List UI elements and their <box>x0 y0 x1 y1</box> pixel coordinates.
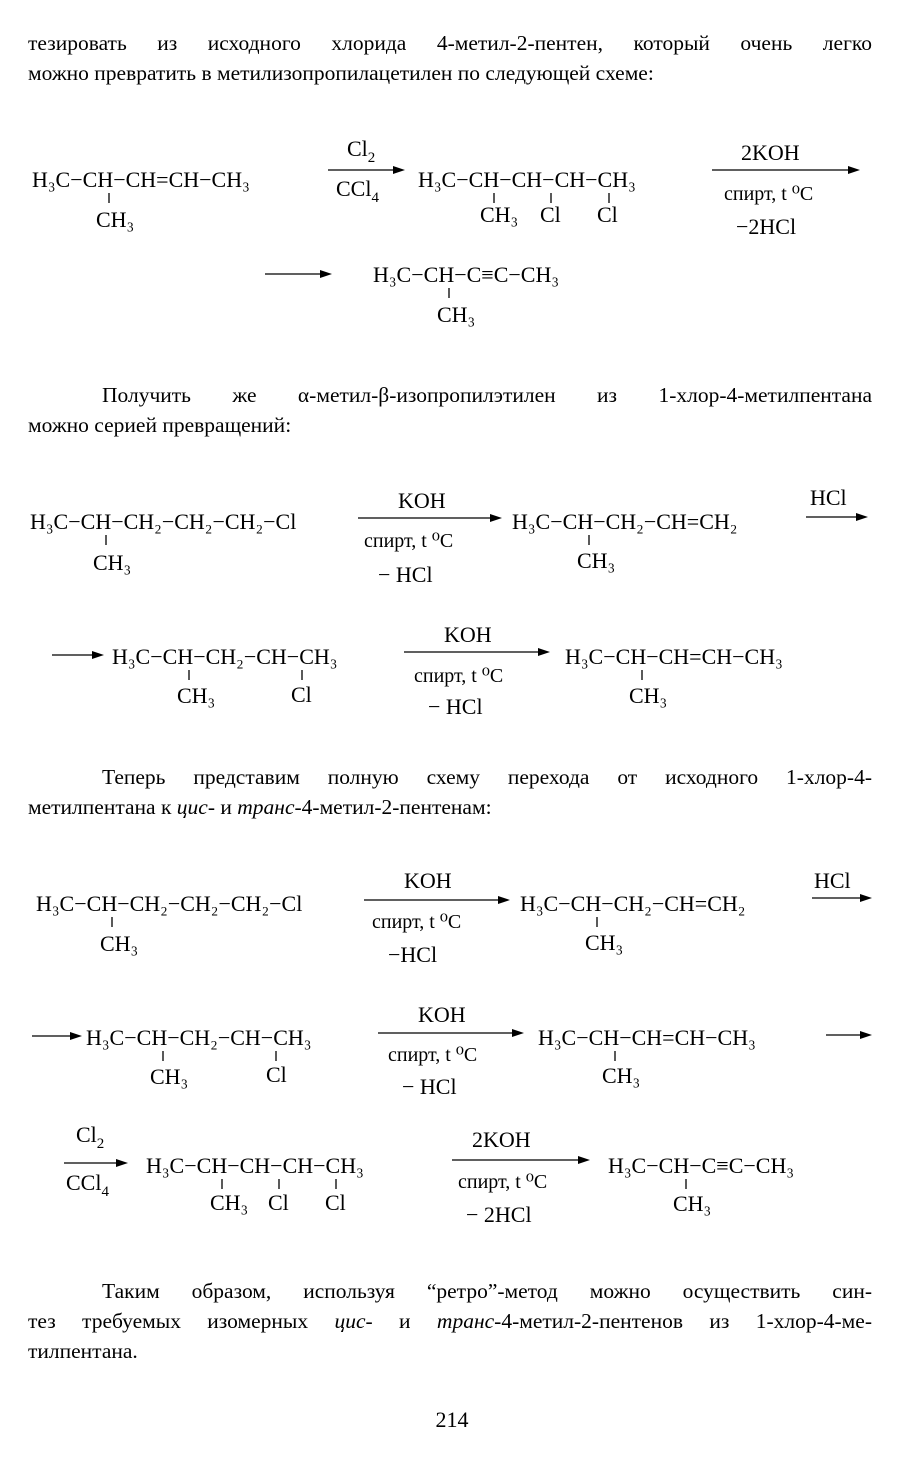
reagent-koh: KOH <box>444 622 492 647</box>
byproduct-hcl: − HCl <box>378 562 433 587</box>
substituent-ch3: CH₃ <box>673 1191 712 1216</box>
scheme-1-row-1 <box>32 136 860 239</box>
arrow-head <box>92 651 104 659</box>
formula-dichloride: H₃C−CH−CH−CH−CH₃ <box>146 1153 364 1178</box>
text-line: тез требуемых изомерных цис- и транс-4-метил-2-пентенов из 1-хлор-4-ме- <box>28 1309 872 1333</box>
arrow-head <box>512 1029 524 1037</box>
byproduct-2hcl: − 2HCl <box>466 1202 532 1227</box>
arrow-head <box>538 648 550 656</box>
scheme-2-row-1 <box>30 485 868 587</box>
substituent-cl: Cl <box>268 1190 289 1215</box>
substituent-ch3: CH₃ <box>150 1064 189 1089</box>
reaction-conditions: спирт, t ⁰C <box>372 911 462 933</box>
reaction-conditions: спирт, t ⁰C <box>388 1044 478 1066</box>
substituent-ch3: CH₃ <box>577 548 616 573</box>
arrow-head <box>490 514 502 522</box>
substituent-cl: Cl <box>266 1062 287 1087</box>
reagent-hcl: HCl <box>814 868 851 893</box>
substituent-ch3: CH₃ <box>629 683 668 708</box>
substituent-cl: Cl <box>291 682 312 707</box>
reagent-koh: KOH <box>398 488 446 513</box>
arrow-head <box>860 894 872 902</box>
scheme-1-row-2 <box>265 262 559 327</box>
substituent-cl: Cl <box>325 1190 346 1215</box>
scheme-3-row-1 <box>36 868 872 967</box>
reaction-conditions: спирт, t ⁰C <box>458 1171 548 1193</box>
substituent-ch3: CH₃ <box>480 202 519 227</box>
arrow-head <box>578 1156 590 1164</box>
scheme-3-row-3 <box>64 1122 794 1227</box>
substituent-ch3: CH₃ <box>177 683 216 708</box>
text-line: тилпентана. <box>28 1339 138 1363</box>
substituent-ch3: CH₃ <box>602 1063 641 1088</box>
byproduct-hcl: −HCl <box>388 942 438 967</box>
formula-chloropentane: H₃C−CH−CH₂−CH₂−CH₂−Cl <box>36 891 303 916</box>
arrow-head <box>498 896 510 904</box>
formula-alkyne: H₃C−CH−C≡C−CH₃ <box>373 262 560 287</box>
text-line: тезировать из исходного хлорида 4-метил-2-пентен, который очень легко <box>28 31 872 55</box>
formula-chloropentane: H₃C−CH−CH₂−CH₂−CH₂−Cl <box>30 509 297 534</box>
reaction-conditions: спирт, t ⁰C <box>724 183 814 205</box>
text-line: можно серией превращений: <box>28 413 292 437</box>
reagent-koh: KOH <box>418 1002 466 1027</box>
arrow-head <box>856 513 868 521</box>
scheme-2-row-2 <box>52 622 783 719</box>
reaction-conditions: спирт, t ⁰C <box>364 530 454 552</box>
byproduct-hcl: − HCl <box>402 1074 457 1099</box>
formula-methylpentene-2: H₃C−CH−CH=CH−CH₃ <box>565 644 783 669</box>
substituent-cl: Cl <box>540 202 561 227</box>
reagent-2koh: 2KOH <box>741 140 800 165</box>
reagent-hcl: HCl <box>810 485 847 510</box>
arrow-head <box>70 1032 82 1040</box>
formula-methylpentene-2: H₃C−CH−CH=CH−CH₃ <box>538 1025 756 1050</box>
arrow-head <box>320 270 332 278</box>
page-number: 214 <box>435 1407 469 1432</box>
byproduct-hcl: − HCl <box>428 694 483 719</box>
reagent-ccl4: CCl$_4$ <box>66 1170 109 1200</box>
formula-chloro-methylpentane: H₃C−CH−CH₂−CH−CH₃ <box>112 644 338 669</box>
substituent-ch3: CH₃ <box>93 550 132 575</box>
reaction-conditions: спирт, t ⁰C <box>414 665 504 687</box>
reagent-ccl4: CCl$_4$ <box>336 176 379 206</box>
formula-methylpentene: H₃C−CH−CH=CH−CH₃ <box>32 167 250 192</box>
text-line: метилпентана к цис- и транс-4-метил-2-пентенам: <box>28 795 492 819</box>
arrow-head <box>116 1159 128 1167</box>
substituent-cl: Cl <box>597 202 618 227</box>
arrow-head <box>848 166 860 174</box>
reagent-2koh: 2KOH <box>472 1127 531 1152</box>
substituent-ch3: CH₃ <box>585 930 624 955</box>
text-line: Получить же α-метил-β-изопропилэтилен из 1-хлор-4-метилпентана <box>102 383 872 407</box>
formula-chloro-methylpentane: H₃C−CH−CH₂−CH−CH₃ <box>86 1025 312 1050</box>
formula-alkyne: H₃C−CH−C≡C−CH₃ <box>608 1153 795 1178</box>
substituent-ch3: CH₃ <box>210 1190 249 1215</box>
formula-methylpentene-1: H₃C−CH−CH₂−CH=CH₂ <box>512 509 738 534</box>
text-line: можно превратить в метилизопропилацетилен по следующей схеме: <box>28 61 654 85</box>
substituent-ch3: CH₃ <box>100 931 139 956</box>
reagent-cl2: $Cl_2$ <box>76 1122 105 1152</box>
formula-dichloride: H₃C−CH−CH−CH−CH₃ <box>418 167 636 192</box>
arrow-head <box>393 166 405 174</box>
substituent-ch3: CH₃ <box>96 207 135 232</box>
reagent-cl2: $Cl_2$ <box>347 136 376 166</box>
arrow-head <box>860 1031 872 1039</box>
text-line: Таким образом, используя “ретро”-метод можно осуществить син- <box>102 1279 872 1303</box>
scheme-3-row-2 <box>32 1002 872 1099</box>
byproduct-2hcl: −2HCl <box>736 214 797 239</box>
text-line: Теперь представим полную схему перехода от исходного 1-хлор-4- <box>102 765 872 789</box>
reagent-koh: KOH <box>404 868 452 893</box>
substituent-ch3: CH₃ <box>437 302 476 327</box>
formula-methylpentene-1: H₃C−CH−CH₂−CH=CH₂ <box>520 891 746 916</box>
